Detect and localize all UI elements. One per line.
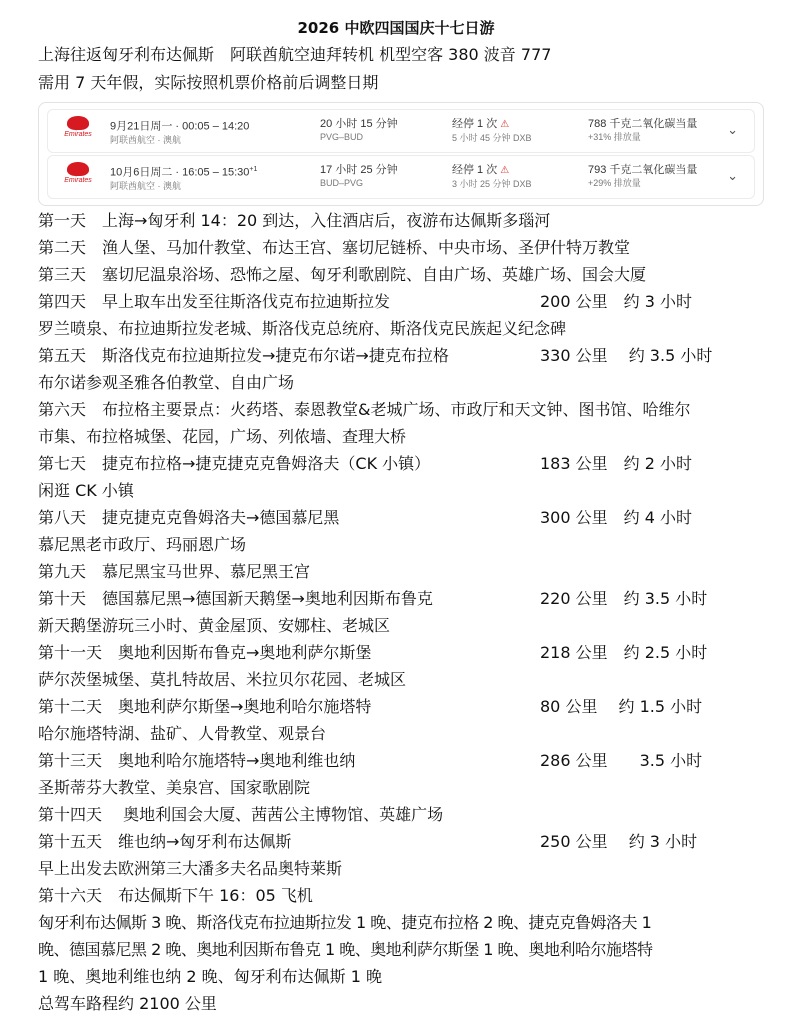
itinerary-line: 布尔诺参观圣雅各伯教堂、自由广场 [38,373,295,392]
distance-day8: 300 公里 约 4 小时 [540,508,692,527]
distance-day15: 250 公里 约 3 小时 [540,832,698,851]
itinerary-line: 第十二天 奥地利萨尔斯堡→奥地利哈尔施塔特 [38,697,372,716]
warning-triangle-icon: ⚠ [500,165,510,176]
itinerary-line: 第九天 慕尼黑宝马世界、慕尼黑王宫 [38,562,311,581]
flight-duration: 17 小时 25 分钟 [320,164,398,176]
document-title: 2026 中欧四国国庆十七日游 [297,19,495,37]
itinerary-line: 慕尼黑老市政厅、玛丽恩广场 [38,535,247,554]
chevron-down-icon[interactable]: ⌄ [727,168,738,183]
flight-layover: 3 小时 25 分钟 DXB [452,179,532,189]
summary-line: 匈牙利布达佩斯 3 晚、斯洛伐克布拉迪斯拉发 1 晚、捷克布拉格 2 晚、捷克克鲁姆洛夫 1 [38,913,652,932]
itinerary-line: 第一天 上海→匈牙利 14：20 到达，入住酒店后，夜游布达佩斯多瑙河 [38,211,551,230]
itinerary-line: 第二天 渔人堡、马加什教堂、布达王宫、塞切尼链桥、中央市场、圣伊什特万教堂 [38,238,631,257]
flight-route: PVG–BUD [320,132,364,142]
flight-stops: 经停 1 次 ⚠ [452,164,510,176]
itinerary-line: 第十三天 奥地利哈尔施塔特→奥地利维也纳 [38,751,356,770]
distance-day4: 200 公里 约 3 小时 [540,292,692,311]
distance-day10: 220 公里 约 3.5 小时 [540,589,708,608]
flight-duration: 20 小时 15 分钟 [320,118,398,130]
itinerary-line: 第十四天 奥地利国会大厦、茜茜公主博物馆、英雄广场 [38,805,444,824]
distance-day12: 80 公里 约 1.5 小时 [540,697,703,716]
flight-co2-delta: +31% 排放量 [588,132,641,142]
total-distance: 总驾车路程约 2100 公里 [38,994,217,1013]
emirates-logo: Emirates [62,116,94,146]
flight-option-return[interactable] [47,155,755,199]
itinerary-line: 闲逛 CK 小镇 [38,481,134,500]
flight-layover: 5 小时 45 分钟 DXB [452,133,532,143]
itinerary-line: 市集、布拉格城堡、花园，广场、列侬墙、查理大桥 [38,427,407,446]
summary-line: 1 晚、奥地利维也纳 2 晚、匈牙利布达佩斯 1 晚 [38,967,382,986]
itinerary-line: 第四天 早上取车出发至往斯洛伐克布拉迪斯拉发 [38,292,391,311]
itinerary-line: 第三天 塞切尼温泉浴场、恐怖之屋、匈牙利歌剧院、自由广场、英雄广场、国会大厦 [38,265,647,284]
flight-co2: 788 千克二氧化碳当量 [588,118,698,130]
chevron-down-icon[interactable]: ⌄ [727,122,738,137]
itinerary-line: 第十天 德国慕尼黑→德国新天鹅堡→奥地利因斯布鲁克 [38,589,433,608]
flight-route: BUD–PVG [320,178,364,188]
itinerary-line: 罗兰喷泉、布拉迪斯拉发老城、斯洛伐克总统府、斯洛伐克民族起义纪念碑 [38,319,567,338]
distance-day13: 286 公里 3.5 小时 [540,751,703,770]
itinerary-line: 哈尔施塔特湖、盐矿、人骨教堂、观景台 [38,724,327,743]
flight-carrier: 阿联酋航空 · 澳航 [110,134,181,145]
emirates-logo: Emirates [62,162,94,192]
itinerary-line: 第五天 斯洛伐克布拉迪斯拉发→捷克布尔诺→捷克布拉格 [38,346,449,365]
flight-date-time: 10月6日周二 · 16:05 – $15:30^{+1}$ [110,166,258,179]
distance-day11: 218 公里 约 2.5 小时 [540,643,708,662]
distance-day7: 183 公里 约 2 小时 [540,454,692,473]
itinerary-line: 第十五天 维也纳→匈牙利布达佩斯 [38,832,292,851]
warning-triangle-icon: ⚠ [500,119,510,130]
itinerary-line: 第十一天 奥地利因斯布鲁克→奥地利萨尔斯堡 [38,643,372,662]
flight-co2: 793 千克二氧化碳当量 [588,164,698,176]
summary-line: 晚、德国慕尼黑 2 晚、奥地利因斯布鲁克 1 晚、奥地利萨尔斯堡 1 晚、奥地利哈尔施塔特 [38,940,653,959]
itinerary-line: 第六天 布拉格主要景点：火药塔、泰恩教堂&老城广场、市政厅和天文钟、图书馆、哈维尔 [38,400,691,419]
itinerary-line: 第八天 捷克捷克克鲁姆洛夫→德国慕尼黑 [38,508,340,527]
itinerary-line: 萨尔茨堡城堡、莫扎特故居、米拉贝尔花园、老城区 [38,670,407,689]
itinerary-line: 早上出发去欧洲第三大潘多夫名品奥特莱斯 [38,859,343,878]
distance-day5: 330 公里 约 3.5 小时 [540,346,713,365]
flight-stops: 经停 1 次 ⚠ [452,118,510,130]
itinerary-line: 第七天 捷克布拉格→捷克捷克克鲁姆洛夫（CK 小镇） [38,454,431,473]
flight-carrier: 阿联酋航空 · 澳航 [110,180,181,191]
flight-date-time: 9月21日周一 · 00:05 – 14:20 [110,120,250,133]
flight-results-card [38,102,764,206]
itinerary-line: 新天鹅堡游玩三小时、黄金屋顶、安娜柱、老城区 [38,616,391,635]
flight-option-outbound[interactable] [47,109,755,153]
flight-co2-delta: +29% 排放量 [588,178,641,188]
itinerary-line: 圣斯蒂芬大教堂、美泉宫、国家歌剧院 [38,778,311,797]
itinerary-line: 第十六天 布达佩斯下午 16：05 飞机 [38,886,313,905]
intro-line-flight-info: 上海往返匈牙利布达佩斯 阿联酋航空迪拜转机 机型空客 380 波音 777 [38,45,552,64]
intro-line-leave-note: 需用 7 天年假，实际按照机票价格前后调整日期 [38,73,379,92]
